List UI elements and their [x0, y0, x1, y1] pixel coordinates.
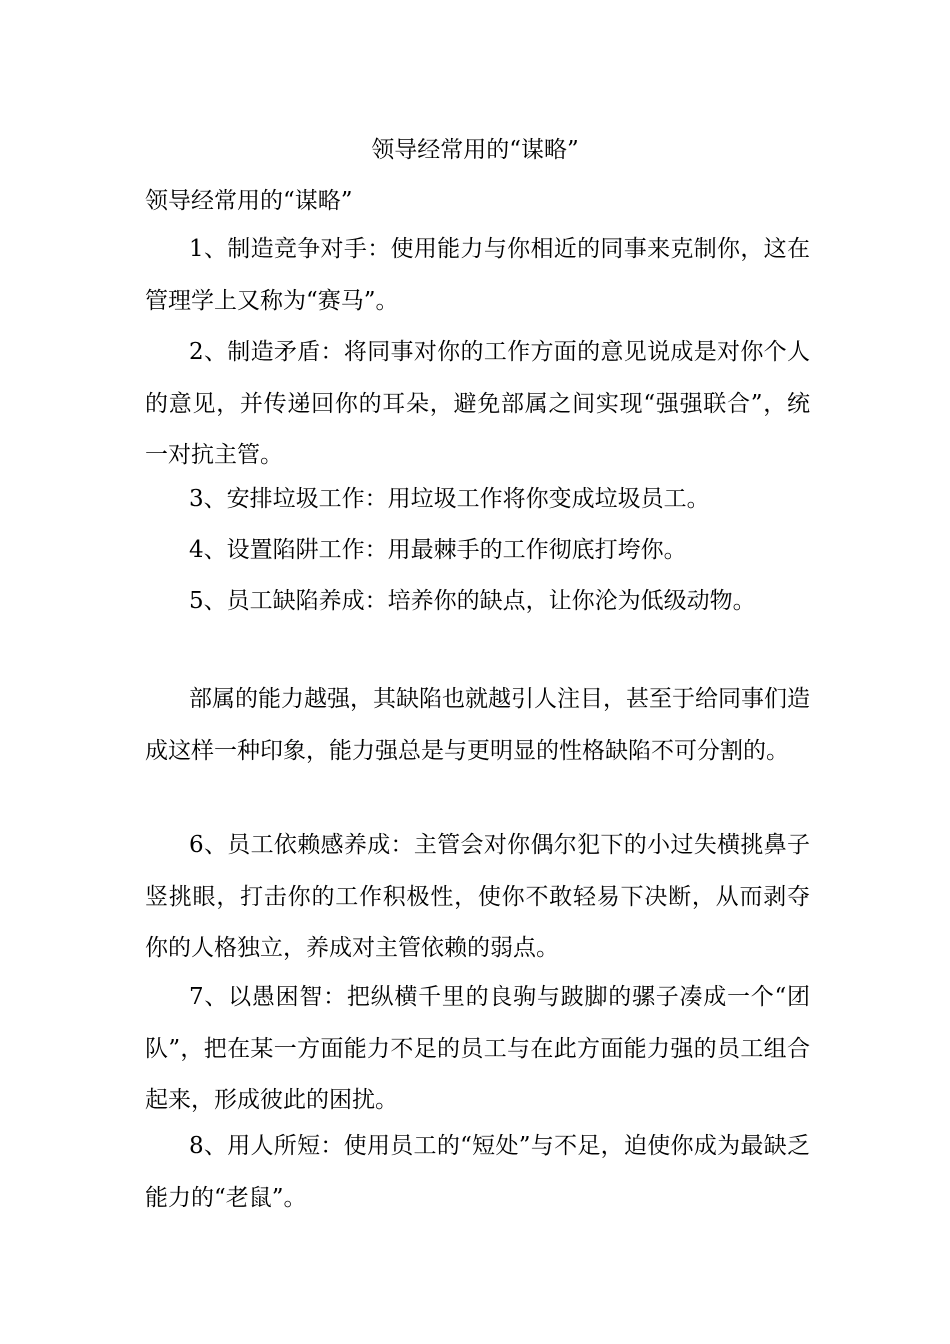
paragraph-4: 4、设置陷阱工作：用最棘手的工作彻底打垮你。 — [189, 537, 687, 563]
paragraph-3: 3、安排垃圾工作：用垃圾工作将你变成垃圾员工。 — [189, 486, 710, 512]
paragraph-8: 7、以愚困智：把纵横千里的良驹与跛脚的骡子凑成一个“团队”，把在某一方面能力不足的员工与在此方面能力强的员工组合起来，形成彼此的困扰。 — [145, 984, 810, 1113]
paragraph-2: 2、制造矛盾：将同事对你的工作方面的意见说成是对你个人的意见，并传递回你的耳朵，避免部属之间实现“强强联合”，统一对抗主管。 — [145, 339, 810, 468]
document-subtitle: 领导经常用的“谋略” — [145, 188, 353, 214]
paragraph-1: 1、制造竞争对手：使用能力与你相近的同事来克制你，这在管理学上又称为“赛马”。 — [145, 236, 810, 314]
paragraph-5: 5、员工缺陷养成：培养你的缺点，让你沦为低级动物。 — [189, 588, 756, 614]
paragraph-6: 部属的能力越强，其缺陷也就越引人注目，甚至于给同事们造成这样一种印象，能力强总是与更明显的性格缺陷不可分割的。 — [145, 686, 810, 764]
document-title: 领导经常用的“谋略” — [371, 137, 579, 163]
paragraph-7: 6、员工依赖感养成：主管会对你偶尔犯下的小过失横挑鼻子竖挑眼，打击你的工作积极性，使你不敢轻易下决断，从而剥夺你的人格独立，养成对主管依赖的弱点。 — [145, 832, 810, 961]
paragraph-9: 8、用人所短：使用员工的“短处”与不足，迫使你成为最缺乏能力的“老鼠”。 — [145, 1133, 810, 1211]
